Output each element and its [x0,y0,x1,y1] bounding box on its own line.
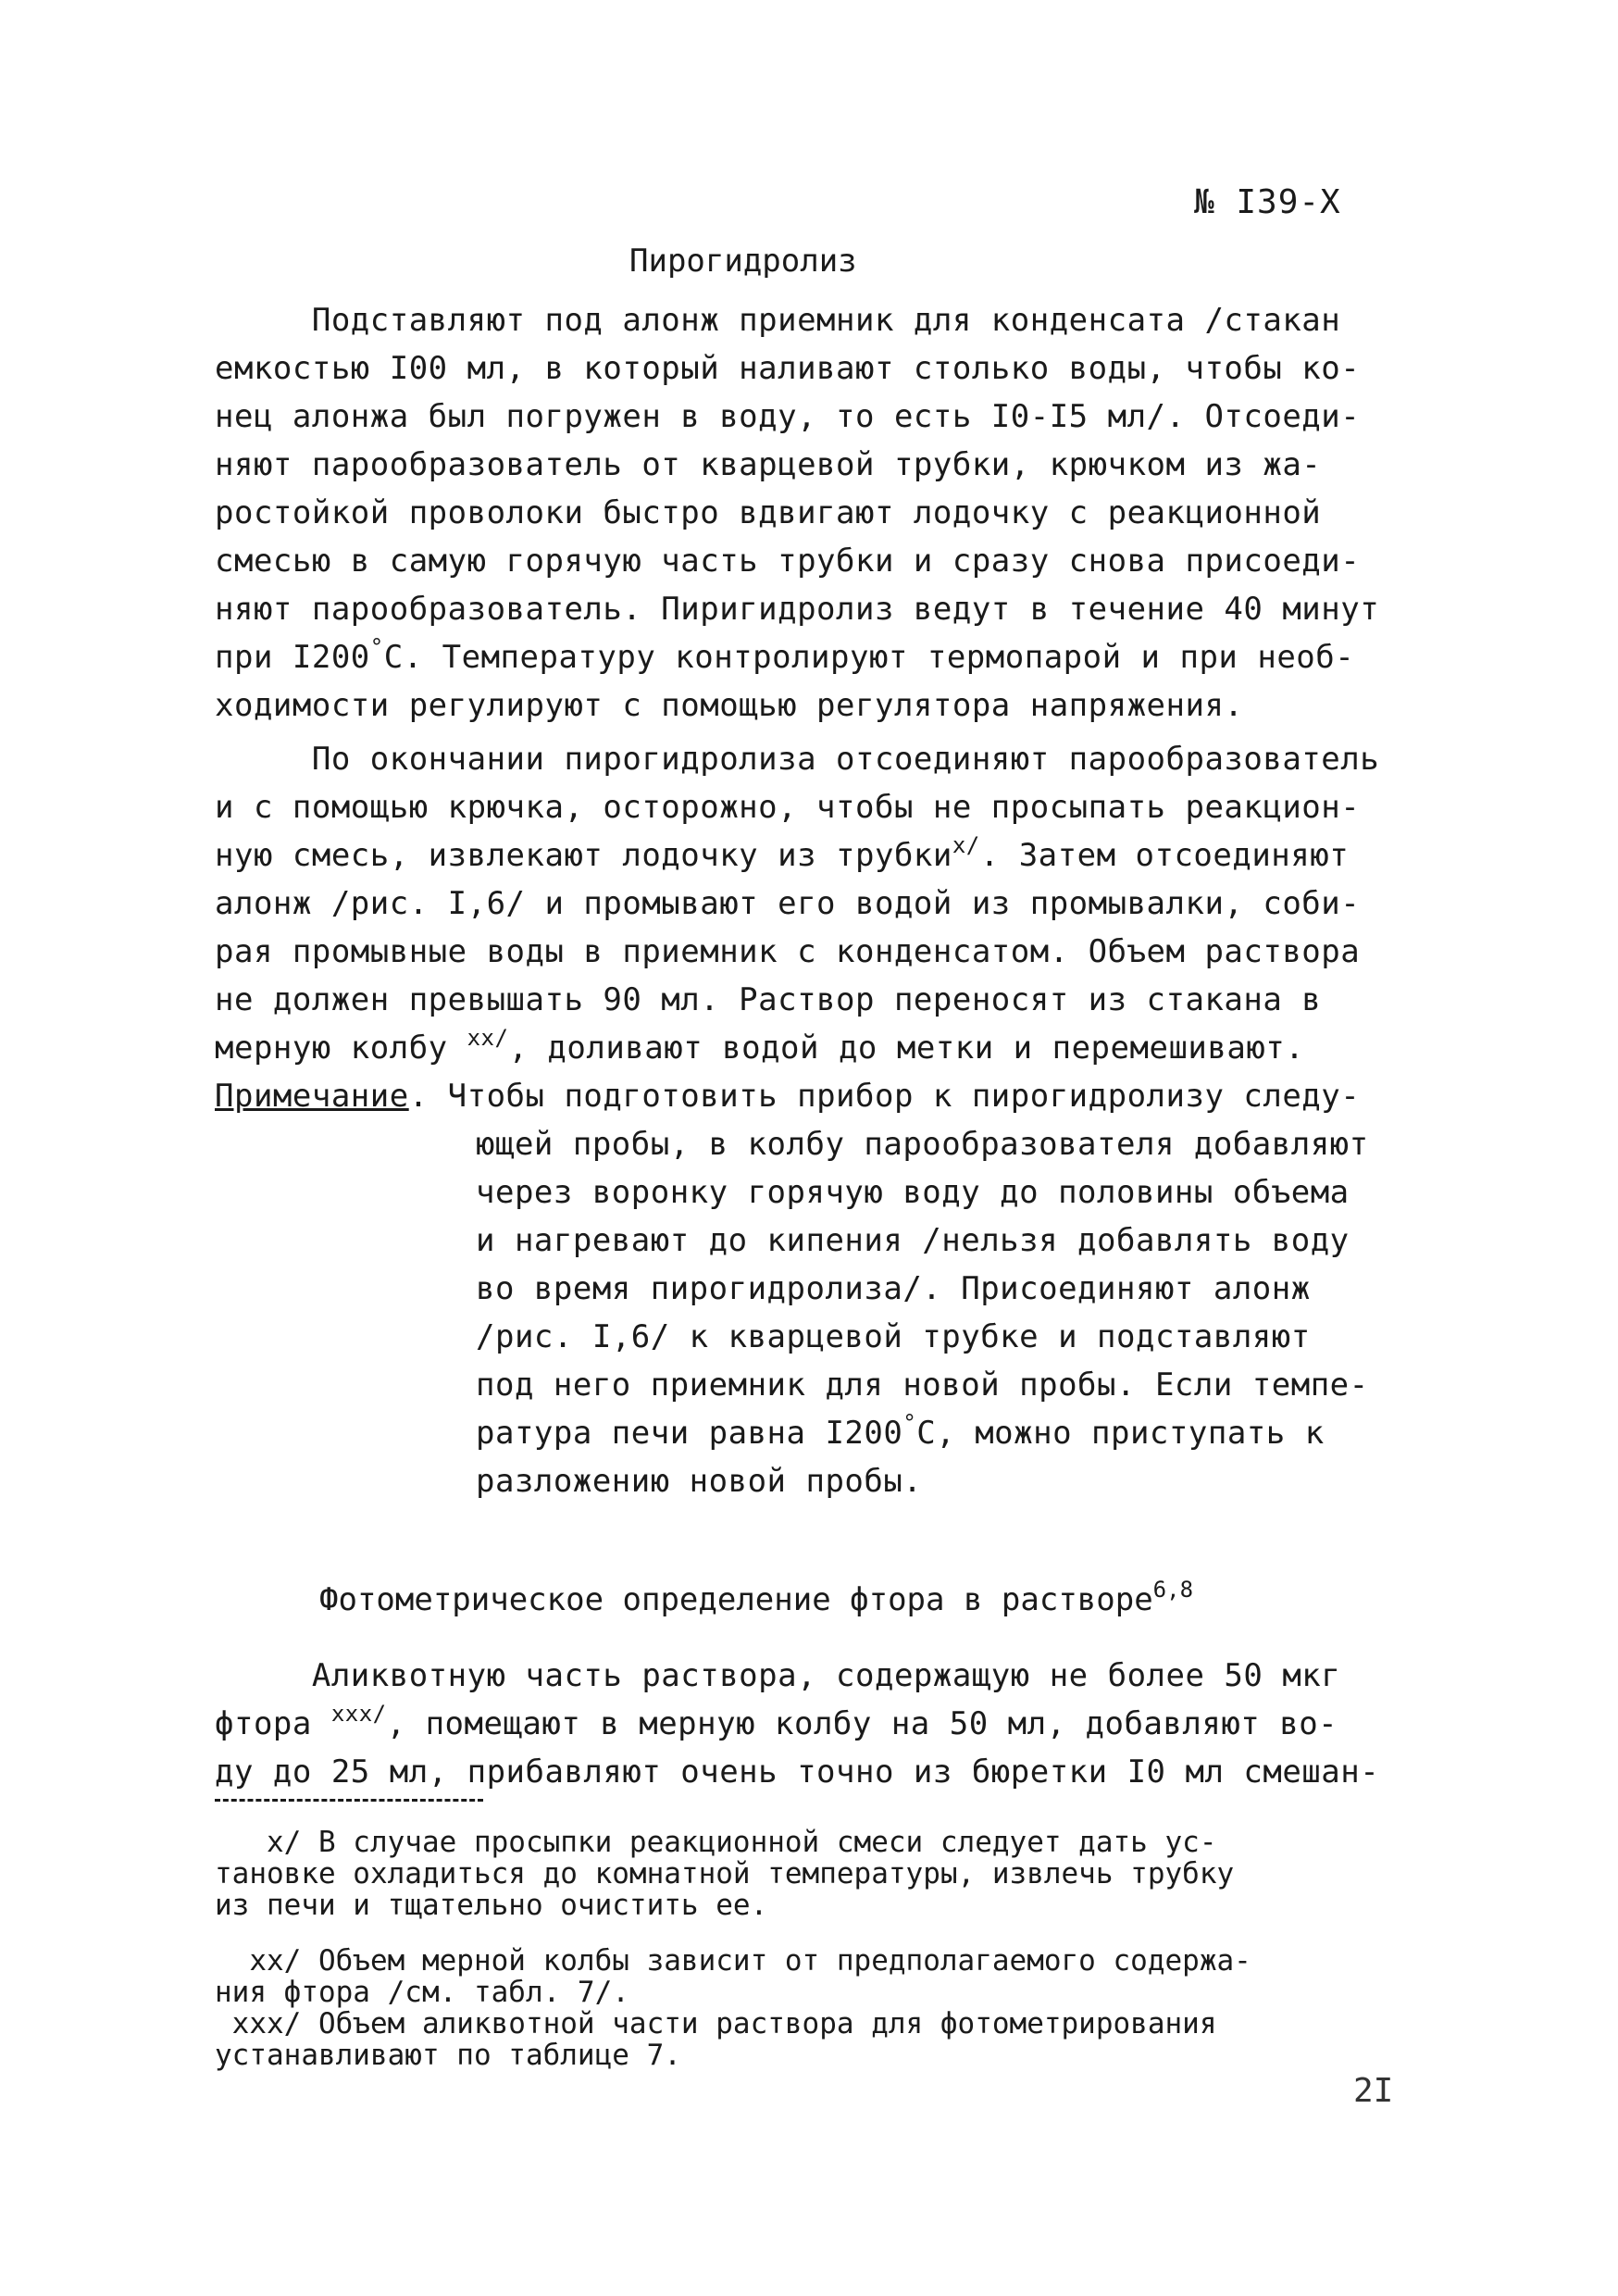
note-line: и нагревают до кипения /нельзя добавлять воду [476,1222,1350,1259]
paragraph-line [215,634,1355,676]
section-heading-pyrohydrolysis: Пирогидролиз [629,243,857,280]
note-line: под него приемник для новой пробы. Если темпе- [476,1366,1369,1404]
paragraph-line: смесью в самую горячую часть трубки и сразу снова присоеди- [215,543,1361,580]
paragraph-line [215,1025,1305,1067]
paragraph-line [215,1701,1338,1742]
paragraph-line: няют парообразователь. Пиригидролиз ведут в течение 40 минут [215,591,1380,628]
footnote-line: ния фтора /см. табл. 7/. [215,1976,629,2009]
line-text: , помещают в мерную колбу на 50 мл, добавляют во- [386,1705,1338,1742]
line-text: ную смесь, извлекают лодочку из трубки [215,837,952,874]
footnote-line: тановке охладиться до комнатной температуры, извлечь трубку [215,1857,1235,1890]
footnote-line: х/ В случае просыпки реакционной смеси следует дать ус- [215,1826,1217,1859]
footnote-line: устанавливают по таблице 7. [215,2039,681,2072]
line-text: мерную колбу [215,1029,467,1067]
paragraph-line: нец алонжа был погружен в воду, то есть I0-I5 мл/. Отсоеди- [215,398,1361,435]
note-line: во время пирогидролиза/. Присоединяют алонж [476,1270,1311,1307]
paragraph-line: емкостью I00 мл, в который наливают столько воды, чтобы ко- [215,350,1361,387]
note-line: через воронку горячую воду до половины объема [476,1174,1350,1211]
note-label: Примечание [215,1078,409,1115]
paragraph-line: алонж /рис. I,6/ и промывают его водой из промывалки, соби- [215,885,1361,922]
line-text: . Затем отсоединяют [979,837,1350,874]
paragraph-line: Подставляют под алонж приемник для конденсата /стакан [215,302,1341,339]
degree-sign: ° [902,1410,917,1436]
note-line [476,1410,1325,1452]
paragraph-line: рая промывные воды в приемник с конденсатом. Объем раствора [215,933,1361,970]
page-number: 2I [1353,2072,1394,2110]
paragraph-line: ходимости регулируют с помощью регулятора напряжения. [215,687,1244,724]
footnote-line: хх/ Объем мерной колбы зависит от предполагаемого содержа- [215,1944,1251,1978]
line-text: С, можно приступать к [916,1415,1325,1452]
reference-sup: 6,8 [1152,1577,1194,1603]
paragraph-line: ростойкой проволоки быстро вдвигают лодочку с реакционной [215,494,1322,531]
paragraph-line: По окончании пирогидролиза отсоединяют парообразователь [215,741,1380,778]
line-text: . Чтобы подготовить прибор к пирогидролизу следу- [408,1078,1361,1115]
paragraph-line: и с помощью крючка, осторожно, чтобы не просыпать реакцион- [215,789,1361,826]
footnote-line: из печи и тщательно очистить ее. [215,1889,768,1922]
footnote-ref: хх/ [467,1025,509,1051]
document-number: № I39-X [1194,183,1341,221]
line-text: при I200 [215,639,370,676]
section-heading-photometric [319,1577,1194,1618]
note-first-line [215,1078,1360,1115]
paragraph-line: няют парообразователь от кварцевой трубки, крючком из жа- [215,446,1322,483]
paragraph-line: Аликвотную часть раствора, содержащую не более 50 мкг [215,1657,1341,1694]
paragraph-line [215,832,1350,874]
paragraph-line: не должен превышать 90 мл. Раствор переносят из стакана в [215,981,1322,1018]
note-line: разложению новой пробы. [476,1463,923,1500]
line-text: фтора [215,1705,331,1742]
footnote-ref: ххх/ [330,1701,387,1727]
degree-sign: ° [369,634,384,660]
paragraph-line: ду до 25 мл, прибавляют очень точно из бюретки I0 мл смешан- [215,1753,1380,1791]
note-line: ющей пробы, в колбу парообразователя добавляют [476,1126,1369,1163]
line-text: ратура печи равна I200 [476,1415,903,1452]
line-text: , доливают водой до метки и перемешивают. [508,1029,1305,1067]
line-text: С. Температуру контролируют термопарой и при необ- [383,639,1355,676]
note-line: /рис. I,6/ к кварцевой трубке и подставляют [476,1318,1311,1355]
footnote-line: ххх/ Объем аликвотной части раствора для фотометрирования [215,2007,1217,2040]
footnote-separator [215,1799,483,1802]
heading-text: Фотометрическое определение фтора в растворе [319,1581,1153,1618]
footnote-ref: х/ [952,832,980,858]
